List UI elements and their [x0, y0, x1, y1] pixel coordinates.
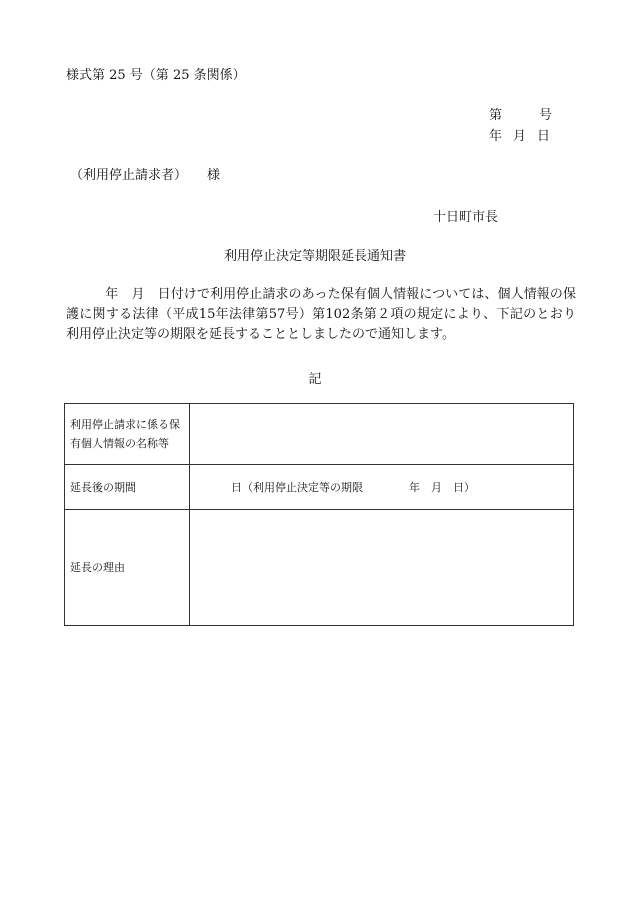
date-day: 日 [537, 129, 551, 144]
extension-deadline-label: （利用停止決定等の期限 [242, 481, 363, 494]
table-row [65, 510, 574, 626]
body-text: 年 月 日付けで利用停止請求のあった保有個人情報については、個人情報の保護に関する法律（平成15年法律第57号）第102条第２項の規定により、下記のとおり利用停止決定等の期限を延長することとしましたので通知します。 [66, 287, 576, 342]
document-number [489, 104, 552, 123]
date-year: 年 [489, 129, 503, 144]
detail-table [64, 403, 574, 626]
extension-deadline-date: 年 月 日） [409, 481, 475, 494]
extension-day: 日 [231, 481, 242, 494]
form-number-label: 様式第 25 号（第 25 条関係） [66, 68, 246, 83]
table-label-extension: 延長後の期間 [65, 465, 190, 510]
table-value-name [190, 404, 574, 465]
date-month: 月 [513, 129, 527, 144]
table-row [65, 404, 574, 465]
addressee [70, 164, 220, 183]
number-suffix: 号 [539, 108, 553, 123]
ki-heading: 記 [308, 372, 322, 387]
document-date [489, 125, 561, 144]
issuer: 十日町市長 [433, 210, 499, 225]
table-value-reason [190, 510, 574, 626]
addressee-honorific: 様 [207, 168, 221, 183]
addressee-name: （利用停止請求者） [70, 168, 188, 183]
table-label-name: 利用停止請求に係る保有個人情報の名称等 [65, 404, 190, 465]
document-title: 利用停止決定等期限延長通知書 [223, 249, 406, 264]
table-label-reason: 延長の理由 [65, 510, 190, 626]
table-value-extension [190, 465, 574, 510]
number-prefix: 第 [489, 108, 503, 123]
table-row [65, 465, 574, 510]
